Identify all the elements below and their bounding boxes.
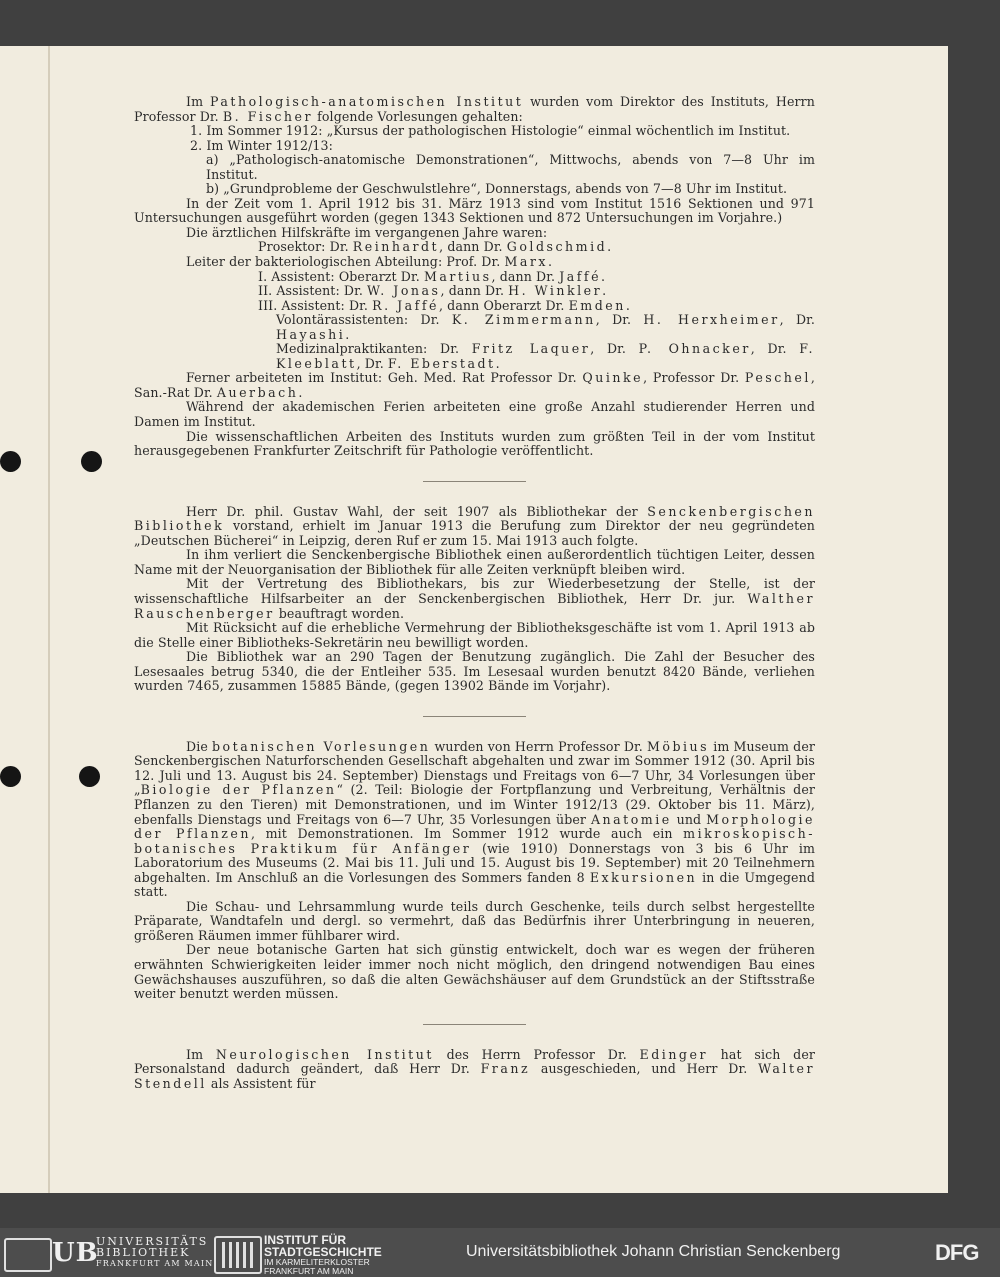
text: Im — [186, 94, 210, 109]
institute-name: Neurologischen Institut — [215, 1046, 434, 1062]
text: (wie 1910) Donnerstags von 3 bis 6 Uhr im Laboratorium des Museums (2. Mai bis 11. Juli und 15. August bis 19. September) mit 20 Teilnehmern abgehalten. Im Anschluß an die Vorlesungen des Sommers fanden 8 — [134, 840, 815, 885]
isg-line: IM KARMELITERKLOSTER — [264, 1257, 370, 1267]
text: Herr Dr. phil. Gustav Wahl, der seit 1907 als Bibliothekar der — [186, 503, 648, 519]
person-name: Martius — [423, 268, 492, 284]
isg-line: INSTITUT FÜR — [264, 1233, 346, 1247]
punch-hole — [79, 766, 100, 787]
dfg-logo[interactable]: DFG — [935, 1240, 979, 1265]
page-fold-line — [48, 46, 50, 1193]
text: Mit der Vertretung des Bibliothekars, bis zur Wiederbesetzung der Stelle, ist der wissenschaftliche Hilfsarbeiter an der Senckenbergischen Bibliothek, Herr Dr. jur. — [134, 576, 815, 606]
text: als Assistent für — [206, 1075, 316, 1091]
text: , Dr. — [595, 312, 644, 328]
emphasis: Exkursionen — [589, 869, 698, 885]
text: , dann Dr. — [440, 283, 509, 299]
text: , dann Dr. — [439, 239, 507, 255]
text: Medizinalpraktikanten: Dr. — [276, 341, 472, 357]
paragraph — [134, 505, 815, 549]
text: “ (2. Teil: Biologie der Fortpflanzung und Verbreitung, Verhältnis der Pflanzen zu den Tieren) mit Demonstrationen, und im Winter 1912/13 (29. Oktober bis 11. März), ebenfalls Dienstags und Freitags von 6—7 Uhr, 35 Vorlesungen über — [134, 782, 816, 827]
isg-columns-icon[interactable] — [214, 1236, 262, 1274]
person-name: P. Ohnacker — [638, 341, 751, 357]
text: vorstand, erhielt im Januar 1913 die Berufung zum Direktor der neu gegründeten „Deutschen Bücherei“ in Leipzig, deren Ruf er zum 15. Mai 1913 auch folgte. — [134, 518, 815, 548]
person-name: R. Jaffé — [372, 297, 439, 313]
paragraph: Die wissenschaftlichen Arbeiten des Instituts wurden zum größten Teil in der vom Institut herausgegebenen Frankfurter Zeitschrift für Pathologie veröffentlicht. — [134, 428, 815, 459]
text: II. Assistent: Dr. — [258, 283, 368, 299]
person-name: Fritz Laquer — [471, 341, 591, 357]
person-name: W. Jonas — [367, 283, 441, 299]
text: wurden von Herrn Professor Dr. — [430, 738, 647, 754]
person-name: Reinhardt — [352, 239, 440, 255]
ub-line: FRANKFURT AM MAIN — [96, 1259, 214, 1268]
isg-line: FRANKFURT AM MAIN — [264, 1266, 354, 1276]
punch-hole — [0, 451, 21, 472]
punch-hole — [81, 451, 102, 472]
emphasis: mikroskopisch-botanisches Praktikum für Anfänger — [134, 826, 815, 856]
text: , dann Oberarzt Dr. — [438, 297, 569, 313]
person-name: Edinger — [639, 1046, 708, 1062]
isg-logo-text[interactable] — [264, 1234, 382, 1276]
paragraph — [134, 95, 815, 124]
person-name: Emden — [568, 297, 626, 313]
emphasis: Biologie der Pflanzen — [140, 782, 337, 798]
person-name: Franz — [480, 1061, 531, 1077]
text: Leiter der bakteriologischen Abteilung: Prof. Dr. — [186, 254, 505, 270]
staff-line — [134, 255, 815, 270]
ub-logo-letters: UB — [52, 1238, 99, 1268]
person-name: H. Winkler — [508, 283, 603, 299]
text: . — [547, 254, 553, 270]
section-divider — [423, 716, 526, 717]
emphasis: Morphologie der Pflanzen — [134, 811, 815, 842]
text: Ferner arbeiteten im Institut: Geh. Med. Rat Professor Dr. — [186, 370, 583, 386]
paragraph: Die Bibliothek war an 290 Tagen der Benutzung zugänglich. Die Zahl der Besucher des Lesesaales betrug 5340, die der Entleiher 535. Im Lesesaal wurden benutzt 8420 Bände, verliehen wurden 7465, zusammen 15885 Bände, (gegen 13902 Bände im Vorjahr). — [134, 649, 815, 694]
list-subitem: b) „Grundprobleme der Geschwulstlehre“, Donnerstags, abends von 7—8 Uhr im Institut. — [206, 181, 788, 197]
person-name: H. Herxheimer — [643, 312, 780, 328]
staff-line — [134, 299, 815, 314]
text: , Dr. — [750, 341, 800, 357]
person-name: F. Kleeblatt — [276, 341, 815, 371]
list-subitem: a) „Pathologisch-anatomische Demonstrationen“, Mittwochs, abends von 7—8 Uhr im Institut. — [206, 152, 815, 182]
text: beauftragt worden. — [274, 605, 405, 621]
text: , Dr. — [356, 355, 388, 371]
text: . — [607, 239, 612, 255]
paragraph — [134, 371, 815, 400]
text: im Museum der Senckenbergischen Naturforschenden Gesellschaft abgehalten und zwar im Sommer 1912 (30. April bis 12. Juli und 13. August bis 24. September) Dienstags und Freitags von 6—7 Uhr, 34 Vorlesungen über „ — [134, 738, 816, 798]
text: Volontärassistenten: Dr. — [276, 312, 452, 328]
text: . — [298, 384, 303, 400]
staff-line — [134, 270, 815, 285]
paragraph: Der neue botanische Garten hat sich günstig entwickelt, doch war es wegen der früheren erwähnten Schwierigkeiten leider immer noch nicht möglich, den dringend notwendigen Bau eines Gewächshauses auszuführen, so daß die alten Gewächshäuser auf dem Grundstück an der Stiftsstraße weiter benutzt werden müssen. — [134, 942, 815, 1002]
text: ausgeschieden, und Herr Dr. — [530, 1061, 759, 1077]
paragraph: In ihm verliert die Senckenbergische Bibliothek einen außerordentlich tüchtigen Leiter, dessen Name mit der Neuorganisation der Bibliothek für alle Zeiten verknüpft bleiben wird. — [134, 547, 815, 577]
emphasis: botanischen Vorlesungen — [211, 738, 431, 754]
text: , San.-Rat Dr. — [134, 370, 815, 400]
staff-line — [134, 342, 815, 371]
text: des Herrn Professor Dr. — [433, 1046, 640, 1062]
text: Im — [186, 1046, 216, 1062]
section-divider — [423, 481, 526, 482]
viewer-footer — [0, 1228, 1000, 1277]
person-name: Auerbach — [216, 384, 299, 400]
ub-line: BIBLIOTHEK — [96, 1246, 191, 1259]
text: wurden vom Direktor des Instituts, Herrn Professor Dr. — [134, 94, 815, 124]
paragraph: Die Schau- und Lehrsammlung wurde teils durch Geschenke, teils durch selbst hergestellte Präparate, Wandtafeln und dergl. so vermehrt, daß das Bedürfnis ihrer Unterbringung in neueren, größeren Räumen immer fühlbarer wird. — [134, 898, 815, 943]
person-name: B. Fischer — [222, 108, 314, 124]
isg-line: STADTGESCHICHTE — [264, 1245, 382, 1259]
list-item: 2. Im Winter 1912/13: — [190, 137, 333, 153]
text: , mit Demonstrationen. Im Sommer 1912 wurde auch ein — [250, 826, 684, 842]
paragraph: Während der akademischen Ferien arbeiteten eine große Anzahl studierender Herren und Damen im Institut. — [134, 399, 815, 430]
text: und — [671, 811, 707, 827]
paragraph — [134, 740, 815, 900]
text: III. Assistent: Dr. — [258, 297, 373, 313]
punch-hole — [0, 766, 21, 787]
person-name: Jaffé — [559, 268, 602, 284]
paragraph: In der Zeit vom 1. April 1912 bis 31. März 1913 sind vom Institut 1516 Sektionen und 971 Untersuchungen ausgeführt worden (gegen 1343 Sektionen und 872 Untersuchungen im Vorjahre.) — [134, 195, 815, 226]
emphasis: Anatomie — [590, 811, 672, 827]
paragraph: Mit Rücksicht auf die erhebliche Vermehrung der Bibliotheksgeschäfte ist vom 1. April 1913 ab die Stelle einer Bibliotheks-Sekretärin neu bewilligt worden. — [134, 620, 815, 650]
person-name: Quinke — [582, 370, 644, 386]
text: . — [495, 355, 500, 371]
document-body — [134, 95, 815, 1091]
ub-logo-link[interactable] — [4, 1236, 99, 1270]
text: , Dr. — [590, 341, 639, 357]
person-name: Peschel — [744, 370, 811, 386]
staff-line — [134, 240, 815, 255]
staff-line — [134, 284, 815, 299]
text: , Professor Dr. — [643, 370, 745, 386]
person-name: K. Zimmermann — [451, 312, 596, 328]
text: . — [345, 326, 350, 342]
text: Die — [186, 738, 212, 754]
text: , dann Dr. — [491, 268, 560, 284]
institute-name: Pathologisch-anatomischen Institut — [209, 94, 524, 109]
text: . — [625, 297, 630, 313]
list-item: 1. Im Sommer 1912: „Kursus der pathologischen Histologie“ einmal wöchentlich im Institut. — [190, 123, 791, 139]
text: . — [601, 268, 606, 284]
text: in die Umgegend statt. — [134, 869, 815, 900]
text: , Dr. — [779, 312, 815, 328]
text: I. Assistent: Oberarzt Dr. — [258, 268, 424, 284]
person-name: Walther Rauschenberger — [134, 590, 815, 621]
ub-logo-text[interactable] — [96, 1236, 213, 1269]
paragraph — [134, 577, 815, 621]
staff-line — [134, 313, 815, 342]
person-name: Hayashi — [276, 326, 346, 342]
text: Prosektor: Dr. — [258, 239, 353, 255]
section-divider — [423, 1024, 526, 1025]
footer-title[interactable]: Universitätsbibliothek Johann Christian Senckenberg — [466, 1243, 841, 1260]
person-name: F. Eberstadt — [387, 355, 496, 371]
person-name: Walter Stendell — [134, 1061, 815, 1091]
text: . — [602, 283, 607, 299]
paragraph — [134, 1048, 815, 1092]
person-name: Möbius — [646, 738, 710, 754]
person-name: Marx — [504, 254, 548, 270]
person-name: Goldschmid — [506, 239, 608, 255]
paragraph: Die ärztlichen Hilfskräfte im vergangenen Jahre waren: — [186, 224, 548, 240]
library-name: Senckenbergischen Bibliothek — [134, 503, 815, 534]
text: hat sich der Personalstand dadurch geändert, daß Herr Dr. — [134, 1046, 815, 1077]
text: folgende Vorlesungen gehalten: — [313, 108, 523, 124]
isg-columns-graphic — [216, 1238, 260, 1272]
ub-emblem-icon — [4, 1238, 52, 1272]
ub-line: UNIVERSITÄTS — [96, 1235, 209, 1248]
